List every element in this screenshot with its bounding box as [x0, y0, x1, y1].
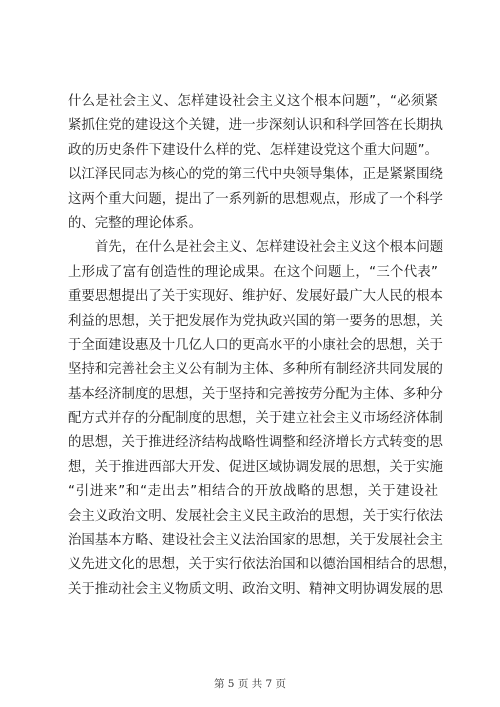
- text-line: 会主义政治文明、发展社会主义民主政治的思想，关于实行依法: [68, 508, 443, 524]
- text-line: 治国基本方略、建设社会主义法治国家的思想，关于发展社会主: [68, 533, 443, 549]
- page-number-footer: 第 5 页 共 7 页: [213, 678, 287, 690]
- paragraph-2: [68, 236, 457, 602]
- text-line: 重要思想提出了关于实现好、维护好、发展好最广大人民的根本: [68, 289, 443, 305]
- text-line: 这两个重大问题，提出了一系列新的思想观点，形成了一个科学: [68, 191, 443, 207]
- text-line: “引进来”和“走出去”相结合的开放战略的思想，关于建设社: [68, 484, 438, 500]
- text-line: 的思想，关于推进经济结构战略性调整和经济增长方式转变的思: [68, 435, 443, 451]
- text-line: 政的历史条件下建设什么样的党、怎样建设党这个重大问题”。: [68, 142, 438, 158]
- text-line: 义先进文化的思想，关于实行依法治国和以德治国相结合的思想，: [68, 557, 457, 573]
- text-line: 首先，在什么是社会主义、怎样建设社会主义这个根本问题: [95, 240, 444, 256]
- paragraph-1: [68, 90, 443, 236]
- text-line: 什么是社会主义、怎样建设社会主义这个根本问题”，“必须紧: [68, 94, 438, 109]
- text-line: 于全面建设惠及十几亿人口的更高水平的小康社会的思想，关于: [68, 337, 443, 353]
- text-line: 以江泽民同志为核心的党的第三代中央领导集体，正是紧紧围绕: [68, 167, 443, 183]
- text-line: 关于推动社会主义物质文明、政治文明、精神文明协调发展的思: [68, 581, 443, 597]
- text-line: 基本经济制度的思想，关于坚持和完善按劳分配为主体、多种分: [68, 386, 443, 402]
- text-line: 坚持和完善社会主义公有制为主体、多种所有制经济共同发展的: [68, 362, 443, 378]
- text-line: 想，关于推进西部大开发、促进区域协调发展的思想，关于实施: [68, 459, 443, 475]
- text-line: 配方式并存的分配制度的思想，关于建立社会主义市场经济体制: [68, 411, 443, 427]
- text-line: 紧抓住党的建设这个关键，进一步深刻认识和科学回答在长期执: [68, 118, 443, 134]
- text-line: 利益的思想，关于把发展作为党执政兴国的第一要务的思想，关: [68, 313, 443, 329]
- document-body: [68, 90, 457, 602]
- text-line: 的、完整的理论体系。: [68, 215, 202, 231]
- text-line: 上形成了富有创造性的理论成果。在这个问题上，“三个代表”: [68, 264, 438, 280]
